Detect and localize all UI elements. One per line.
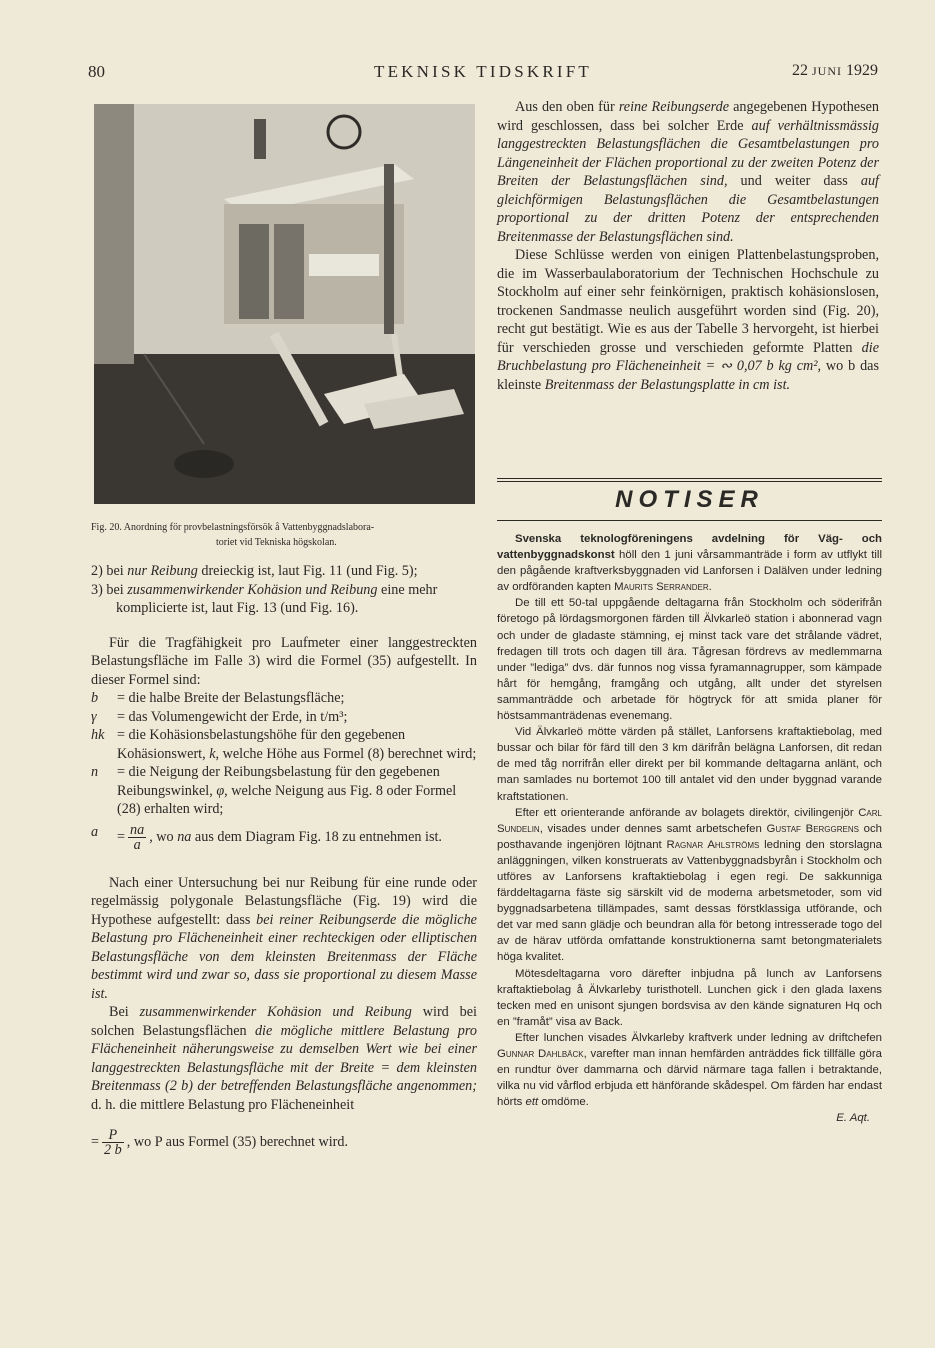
- list-item-2: 2) bei nur Reibung dreieckig ist, laut Fig. 11 (und Fig. 5);: [91, 563, 418, 579]
- notiser-paragraph-6: Efter lunchen visades Älvkarleby kraftverk under ledning av driftchefen Gunnar Dahlbäck, varefter man innan hemfärden anträddes fick tillfälle göra en rundtur över dammarna och därvid närmare taga fallen i betraktande, vilka nu vid vårflod erbjuda ett hänförande skådespel. Om färden har endast hörts ett omdöme.: [497, 1031, 882, 1109]
- journal-title: TEKNISK TIDSKRIFT: [374, 62, 592, 81]
- formula-mean-load: = $\frac{P}{2 b}$ , wo P aus Formel (35) berechnet wird.: [91, 1127, 349, 1158]
- fraction-na-over-a: $\frac{na}{a}$: [130, 821, 145, 853]
- paragraph-plate-tests: Diese Schlüsse werden von einigen Plattenbelastungsproben, die im Wasserbaulaboratorium der Technischen Hochschule zu Stockholm auf einer sehr feinkörnigen, praktisch kohäsionslosen, trockenen Sandmasse neulich ausgeführt worden sind (Fig. 20), recht gut bestätigt. Wie es aus der Tabelle 3 hervorgeht, ist hierbei für verschieden grosse und verschieden geformte Platten die Bruchbelastung pro Flächeneinheit = ∾ 0,07 b kg cm², wo b das kleinste Breitenmass der Belastungsplatte in cm ist.: [497, 247, 879, 393]
- caption-line-2: toriet vid Tekniska högskolan.: [216, 537, 337, 548]
- figure-caption: [91, 520, 483, 550]
- notiser-body: [497, 531, 882, 1126]
- definition-hk: hk = die Kohäsionsbelastungshöhe für den gegebenen Kohäsionswert, k, welche Höhe aus Formel (8) berechnet wird;: [91, 727, 477, 762]
- paragraph-hypothesis: Nach einer Untersuchung bei nur Reibung für eine runde oder regelmässig polygonale Belastungsfläche (Fig. 19) wird die Hypothese aufgestellt: dass bei reiner Reibungserde die mögliche Belastung pro Flächeneinheit einer rechteckigen oder elliptischen Belastungsfläche von dem kleinsten Breitenmass der Fläche bestimmt wird und zwar so, dass sie proportional zu diesem Masse ist.: [91, 874, 477, 1002]
- caption-line-1: Anordning för provbelastningsförsök å Vattenbyggnadslabora-: [123, 522, 375, 533]
- paragraph-formula-intro: Für die Tragfähigkeit pro Laufmeter einer langgestreckten Belastungsfläche im Falle 3) wird die Formel (35) aufgestellt. In dieser Formel sind:: [91, 634, 477, 688]
- notiser-paragraph-1: Svenska teknologföreningens avdelning för Väg- och vattenbyggnadskonst höll den 1 juni vårsammanträde i form av utflykt till den pågående kraftverksbyggnaden vid Lanforsen i Dalälven under ledning av ordföranden kapten Maurits Serrander.: [497, 533, 882, 594]
- notiser-paragraph-4: Efter ett orienterande anförande av bolagets direktör, civilingenjör Carl Sundelin, visades under dennes samt arbetschefen Gustaf Berggrens och posthavande ingenjören löjtnant Ragnar Ahlströms ledning den storslagna anläggningen, vilken konstruerats av Vattenbyggnadsbyrån i Stockholm och utföres av Lanforsens kraftaktiebolag i egen regi. De sakkunniga färddeltagarna fäste sig särskilt vid de moderna arbetsmetoder, som vid byggnadsarbetena tillämpades, samt dessas förstklassiga utförande, och det var med sann glädje och beundran alla för betong intresserade togo del av de härav utförda omfattande konstruktionerna samt betongmaterialets höga kvalitet.: [497, 806, 882, 964]
- divider-top-2: [497, 481, 882, 482]
- caption-label: Fig. 20.: [91, 522, 122, 533]
- list-item-3: 3) bei zusammenwirkender Kohäsion und Reibung eine mehr komplicierte ist, laut Fig. 13 (und Fig. 16).: [91, 581, 438, 616]
- divider-top: [497, 478, 882, 479]
- notiser-paragraph-3: Vid Älvkarleö mötte värden på stället, Lanforsens kraftaktiebolag, med bussar och bilar för färd till den 3 km därifrån belägna Lanforsen, dit redan de med tåg norrifrån eller direkt per bil kommande deltagarna anlänt, och man samlades nu bortemot 100 till antalet vid den under byggnad varande kraftstationen.: [497, 726, 882, 803]
- right-column-text: [497, 98, 879, 394]
- figure-photo: [94, 104, 475, 504]
- definition-a: a = $\frac{na}{a}$ , wo na aus dem Diagram Fig. 18 zu entnehmen ist.: [91, 821, 442, 853]
- notiser-paragraph-2: De till ett 50-tal uppgående deltagarna från Stockholm och söderifrån företogo på lördagsmorgonen färden till Älvkarleö station i abonnerad vagn och under de gladaste stämning, ej minst tack vare det strålande vädret, fredagen till trots och dagen till ära. Tågresan fördrevs av medlemmarna under ”lediga” dvs. där funnos nog vissa fyramannagrupper, som kämpade hårt för hemgång, framgång och utgång, allt under det styrelsen sammanträdde och arbetade för högtryck för att smida planer för höstsammanträdenas evenemang.: [497, 597, 882, 723]
- left-column-text: [91, 562, 477, 1157]
- page-header: [88, 60, 878, 86]
- definition-b: b = die halbe Breite der Belastungsfläche;: [91, 690, 345, 706]
- section-title-notiser: NOTISER: [615, 486, 764, 513]
- fraction-p-over-2b: $\frac{P}{2 b}$: [104, 1127, 122, 1158]
- definition-n: n = die Neigung der Reibungsbelastung für den gegebenen Reibungswinkel, φ, welche Neigung aus Fig. 8 oder Formel (28) erhalten wird;: [91, 764, 457, 817]
- definition-gamma: γ = das Volumengewicht der Erde, in t/m³;: [91, 708, 348, 725]
- issue-date: 22 JUNI 1929: [792, 62, 878, 79]
- divider-bottom: [497, 520, 882, 521]
- paragraph-conclusion: Aus den oben für reine Reibungserde angegebenen Hypothesen wird geschlossen, dass bei solcher Erde auf verhältnissmässig langgestreckten Belastungsflächen die Gesamtbelastungen pro Längeneinheit der Flächen proportional zu der zweiten Potenz der Breiten der Belastungsflächen sind, und weiter dass auf gleichförmigen Belastungsflächen die Gesamtbelastungen proportional zu der dritten Potenz der entsprechenden Breitenmasse der Belastungsflächen sind.: [497, 99, 880, 245]
- page-number: 80: [88, 62, 105, 81]
- definition-list: [91, 689, 477, 852]
- notiser-paragraph-5: Mötesdeltagarna voro därefter inbjudna på lunch av Lanforsens kraftaktiebolag å Älvkarleby turisthotell. Lunchen gick i den glada laxens tecken med en unisont sjungen bordsvisa av den kände signaturen Hq och en ”framåt” visa av Back.: [497, 967, 882, 1028]
- signature: E. Aqt.: [836, 1112, 870, 1125]
- paragraph-cohesion: Bei zusammenwirkender Kohäsion und Reibung wird bei solchen Belastungsflächen die mögliche mittlere Belastung pro Flächeneinheit näherungsweise zu demselben Wert wie bei einer langgestreckten Belastungsfläche mit der Breite = dem kleinsten Breitenmass (2 b) der betreffenden Belastungsfläche angenommen; d. h. die mittlere Belastung pro Flächeneinheit: [91, 1004, 477, 1113]
